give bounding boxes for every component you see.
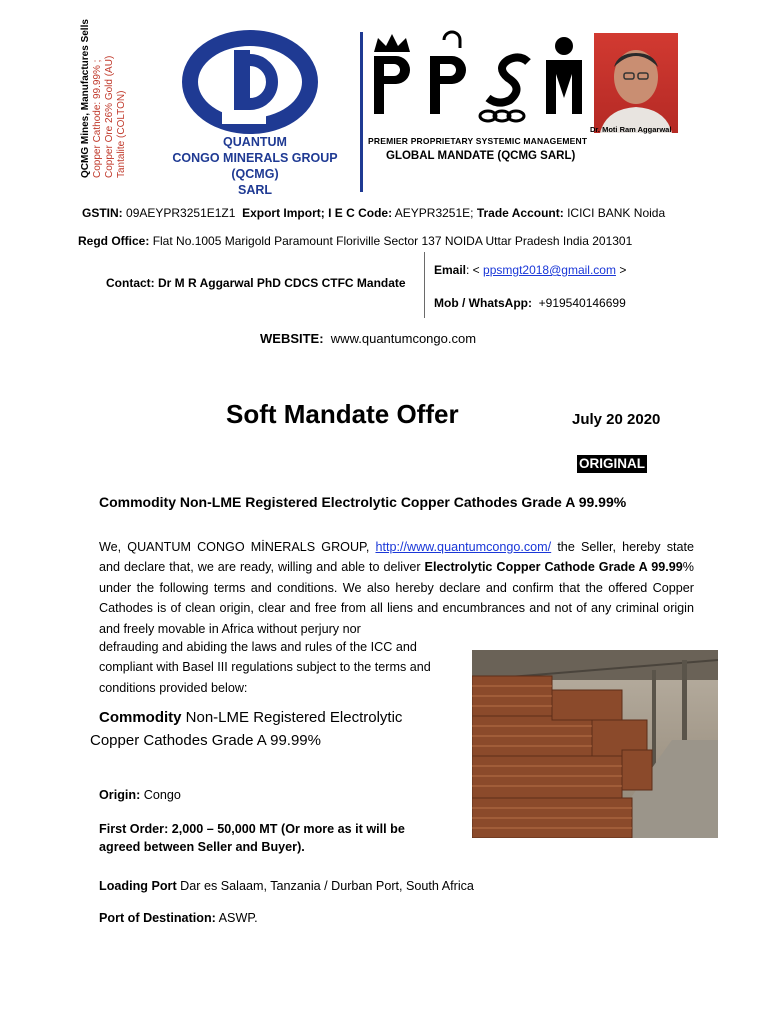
commodity-subheading-bold: Commodity (99, 709, 182, 726)
commodity-subheading-rest: Non-LME Registered Electrolytic (181, 709, 403, 726)
side-text-line: Copper Cathode: 99.99% ; (92, 59, 103, 178)
regd-office-label: Regd Office: (78, 234, 150, 248)
mobile-value: +919540146699 (538, 296, 626, 310)
regd-office-value: Flat No.1005 Marigold Paramount Floriville Sector 137 NOIDA Uttar Pradesh India 201301 (152, 234, 633, 248)
original-stamp: ORIGINAL (579, 456, 645, 471)
destination-field (99, 911, 258, 925)
side-text-line: Tantalite (COLTON) (116, 90, 127, 178)
trade-account-value: ICICI BANK Noida (567, 206, 666, 220)
loading-port-label: Loading Port (99, 879, 177, 893)
commodity-heading: Commodity Non-LME Registered Electrolytic Copper Cathodes Grade A 99.99% (99, 494, 627, 510)
website-label: WEBSITE: (260, 331, 324, 346)
declaration-paragraph-continued: defrauding and abiding the laws and rules of the ICC and compliant with Basel III regulations subject to the terms and conditions provided below: (99, 640, 431, 695)
ppsm-mandate: GLOBAL MANDATE (QCMG SARL) (386, 150, 576, 162)
company-name-line: QUANTUM (223, 135, 287, 149)
photo-caption: Dr. Moti Ram Aggarwal (590, 125, 672, 134)
website-value[interactable]: www.quantumcongo.com (330, 331, 477, 346)
iec-label: ; I E C Code: (320, 206, 393, 220)
origin-value: Congo (140, 788, 181, 802)
gstin-row (82, 206, 665, 220)
para-bold: Electrolytic Copper Cathode Grade A 99.99 (424, 560, 683, 575)
letterhead (78, 19, 684, 348)
first-order-line: First Order: 2,000 – 50,000 MT (Or more as it will be (99, 822, 405, 836)
website-row (260, 331, 476, 346)
document-title: Soft Mandate Offer (226, 399, 459, 429)
side-text-block (80, 19, 140, 178)
email-close: > (619, 263, 627, 277)
ppsm-full-name: PREMIER PROPRIETARY SYSTEMIC MANAGEMENT (368, 136, 588, 146)
document-date: July 20 2020 (572, 411, 661, 428)
email-row (434, 263, 626, 277)
destination-label: Port of Destination: (99, 911, 216, 925)
export-import-label: Export Import (242, 206, 321, 220)
contact-row (106, 276, 406, 290)
company-name-line: SARL (237, 183, 273, 197)
email-link[interactable]: ppsmgt2018@gmail.com (483, 263, 616, 277)
loading-port-field (99, 879, 474, 893)
qcmg-logo (182, 30, 318, 138)
email-open: : < (466, 263, 480, 277)
commodity-grade: Copper Cathodes Grade A 99.99% (90, 732, 321, 749)
para-text: the Seller, hereby state and declare that, we are ready, willing and able to deliver (99, 540, 694, 575)
contact-label: Contact: (106, 276, 155, 290)
contact-value: Dr M R Aggarwal PhD CDCS CTFC Mandate (158, 276, 406, 290)
regd-office-row (78, 234, 632, 248)
trade-account-label: Trade Account: (476, 206, 564, 220)
commodity-subheading (99, 709, 402, 726)
copper-cathodes-photo (472, 650, 718, 838)
gstin-label: GSTIN: (82, 206, 123, 220)
ppsm-logo (368, 30, 592, 130)
side-text-line: Copper Ore 26% Gold (AU) (104, 55, 115, 178)
declaration-paragraph (99, 537, 694, 639)
mobile-row (434, 296, 626, 310)
para-text: % under the following terms and conditions. We also hereby declare and confirm that the offered Copper Cathodes is of clean origin, clear and free from all liens and encumbrances and not of any criminal origin and freely movable in Africa without perjury nor (99, 560, 694, 636)
origin-field (99, 788, 181, 802)
contact-divider (424, 252, 425, 318)
side-text-line: QCMG Mines, Manufactures Sells (80, 19, 91, 178)
portrait-photo (594, 33, 678, 133)
origin-label: Origin: (99, 788, 141, 802)
mobile-label: Mob / WhatsApp: (434, 296, 532, 310)
gstin-value: 09AEYPR3251E1Z1 (126, 206, 236, 220)
website-link[interactable]: http://www.quantumcongo.com/ (375, 540, 552, 554)
loading-port-value: Dar es Salaam, Tanzania / Durban Port, South Africa (176, 879, 474, 893)
para-text: We, QUANTUM CONGO MİNERALS GROUP, (99, 540, 370, 554)
email-label: Email (434, 263, 467, 277)
first-order-field (99, 822, 405, 854)
company-name (150, 134, 360, 198)
header-divider (360, 32, 363, 192)
destination-value: ASWP. (215, 911, 258, 925)
iec-value: AEYPR3251E; (394, 206, 474, 220)
company-name-line: CONGO MINERALS GROUP (QCMG) (172, 151, 338, 181)
first-order-line: agreed between Seller and Buyer). (99, 840, 305, 854)
